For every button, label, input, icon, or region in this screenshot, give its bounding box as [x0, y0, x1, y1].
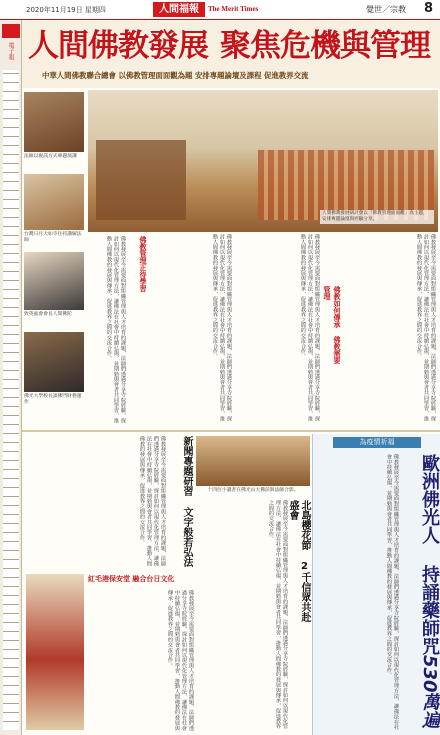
news3-text: 佛教發展至今需要面對組織管理與人才培育的課題，法師們透過分享寺院經驗，探討如何以現代化管理方法，讓佛法在社會中持續弘揚，並期勉與會者共同學習，推動人間佛教的發展與傳承，促進教界之間的交流合作。 — [167, 590, 194, 731]
caption-bar: 紅毛港保安堂 融合台日文化 — [88, 575, 175, 583]
headline-part1: 人間佛教發展 — [28, 28, 208, 64]
article-text-3: 佛教發展至今需要面對組織管理與人才培育的課題，法師們透過分享寺院經驗，探討如何以現代化管理方法，讓佛法在社會中持續弘揚，並期勉與會者共同學習，推動人間佛教的發展與傳承，促進教界之間的交流合作。 — [212, 234, 232, 422]
main-photo-caption: 人間佛教發展研討會以「佛教管理面面觀」為主題，安排專題論壇與經驗分享。 — [320, 210, 434, 224]
section-label: 覺世／宗教 — [366, 5, 406, 14]
upper-article — [88, 234, 438, 426]
news2-text: 佛教發展至今需要面對組織管理與人才培育的課題，法師們透過分享寺院經驗，探討如何以現代化管理方法，讓佛法在社會中持續弘揚，並期勉與會者共同學習，推動人間佛教的發展與傳承，促進教界之間的交流合作。 — [268, 500, 288, 729]
sidebar-tag: 為疫情祈福 — [333, 437, 421, 448]
pull-quote-2: 佛教如何傳承 佛教需要管理 — [323, 286, 341, 364]
photo-group-caption: 十四位小讀者在佛光山大佛前與法師合影。 — [207, 488, 299, 493]
left-rail-logo-icon — [2, 24, 20, 38]
sidebar-europe — [312, 434, 440, 735]
sidebar-title-main: 歐洲佛光人 持誦藥師咒 — [419, 454, 440, 655]
sidebar-title-num: 530萬遍 — [419, 655, 440, 729]
news1-text: 佛教發展至今需要面對組織管理與人才培育的課題，法師們透過分享寺院經驗，探討如何以現代化管理方法，讓佛法在社會中持續弘揚，並期勉與會者共同學習，推動人間佛教的發展與傳承，促進教界之間的交流合作。 — [139, 436, 166, 566]
main-photo — [88, 90, 438, 232]
news1-title: 新聞專題研習 文字般若弘法 — [181, 436, 192, 567]
page-number: 8 — [424, 1, 434, 16]
subhead: 中華人間佛教聯合總會 以佛教管理面面觀為題 安排專題論壇及課程 促進教界交流 — [42, 71, 309, 80]
photo-stack — [22, 88, 86, 430]
photo-speaker-1 — [24, 92, 84, 152]
photo-speaker-3 — [24, 252, 84, 310]
news2-title: 北島櫻花節 2千信眾共赴盛會 — [287, 500, 310, 622]
caption-speaker-4: 佛光大學校長談佛門財務運作 — [24, 394, 82, 405]
caption-speaker-1: 法師以視訊方式專題演講 — [24, 154, 77, 159]
left-rail-lines — [3, 70, 19, 730]
photo-group — [196, 436, 310, 486]
logo: 人間福報 — [153, 2, 205, 17]
article-text-2: 佛教發展至今需要面對組織管理與人才培育的課題，法師們透過分享寺院經驗，探討如何以現代化管理方法，讓佛法在社會中持續弘揚，並期勉與會者共同學習，推動人間佛教的發展與傳承，促進教界之間的交流合作。 — [300, 234, 320, 422]
photo-speaker-4 — [24, 332, 84, 392]
article-text-1: 佛教發展至今需要面對組織管理與人才培育的課題，法師們透過分享寺院經驗，探討如何以現代化管理方法，讓佛法在社會中持續弘揚，並期勉與會者共同學習，推動人間佛教的發展與傳承，促進教界之間的交流合作。 — [416, 234, 436, 422]
sidebar-text: 佛教發展至今需要面對組織管理與人才培育的課題，法師們透過分享寺院經驗，探討如何以現代化管理方法，讓佛法在社會中持續弘揚，並期勉與會者共同學習，推動人間佛教的發展與傳承，促進教界之間的交流合作。 — [386, 454, 399, 730]
photo-speaker-2 — [24, 174, 84, 230]
masthead — [0, 0, 440, 20]
temple-photo — [26, 574, 84, 730]
left-rail-label: 電子報 — [7, 42, 14, 60]
article-text-4: 佛教發展至今需要面對組織管理與人才培育的課題，法師們透過分享寺院經驗，探討如何以現代化管理方法，讓佛法在社會中持續弘揚，並期勉與會者共同學習，推動人間佛教的發展與傳承，促進教界之間的交流合作。 — [106, 236, 126, 424]
headline-band — [22, 20, 440, 88]
issue-date: 2020年11月19日 星期四 — [26, 6, 106, 14]
headline — [28, 26, 436, 66]
main-photo-stage — [96, 140, 186, 220]
left-rail — [0, 20, 22, 735]
pull-quote-1: 佛教管理正待學習 — [139, 236, 147, 292]
caption-speaker-2: 台灣日月大如寺住持講解法師 — [24, 232, 82, 243]
divider-mid — [22, 430, 440, 432]
headline-part2: 聚焦危機與管理 — [220, 28, 430, 64]
caption-speaker-3: 致英面會會長人間佛陀 — [24, 312, 72, 317]
sidebar-title — [401, 454, 439, 732]
logo-english: The Merit Times — [208, 5, 259, 13]
